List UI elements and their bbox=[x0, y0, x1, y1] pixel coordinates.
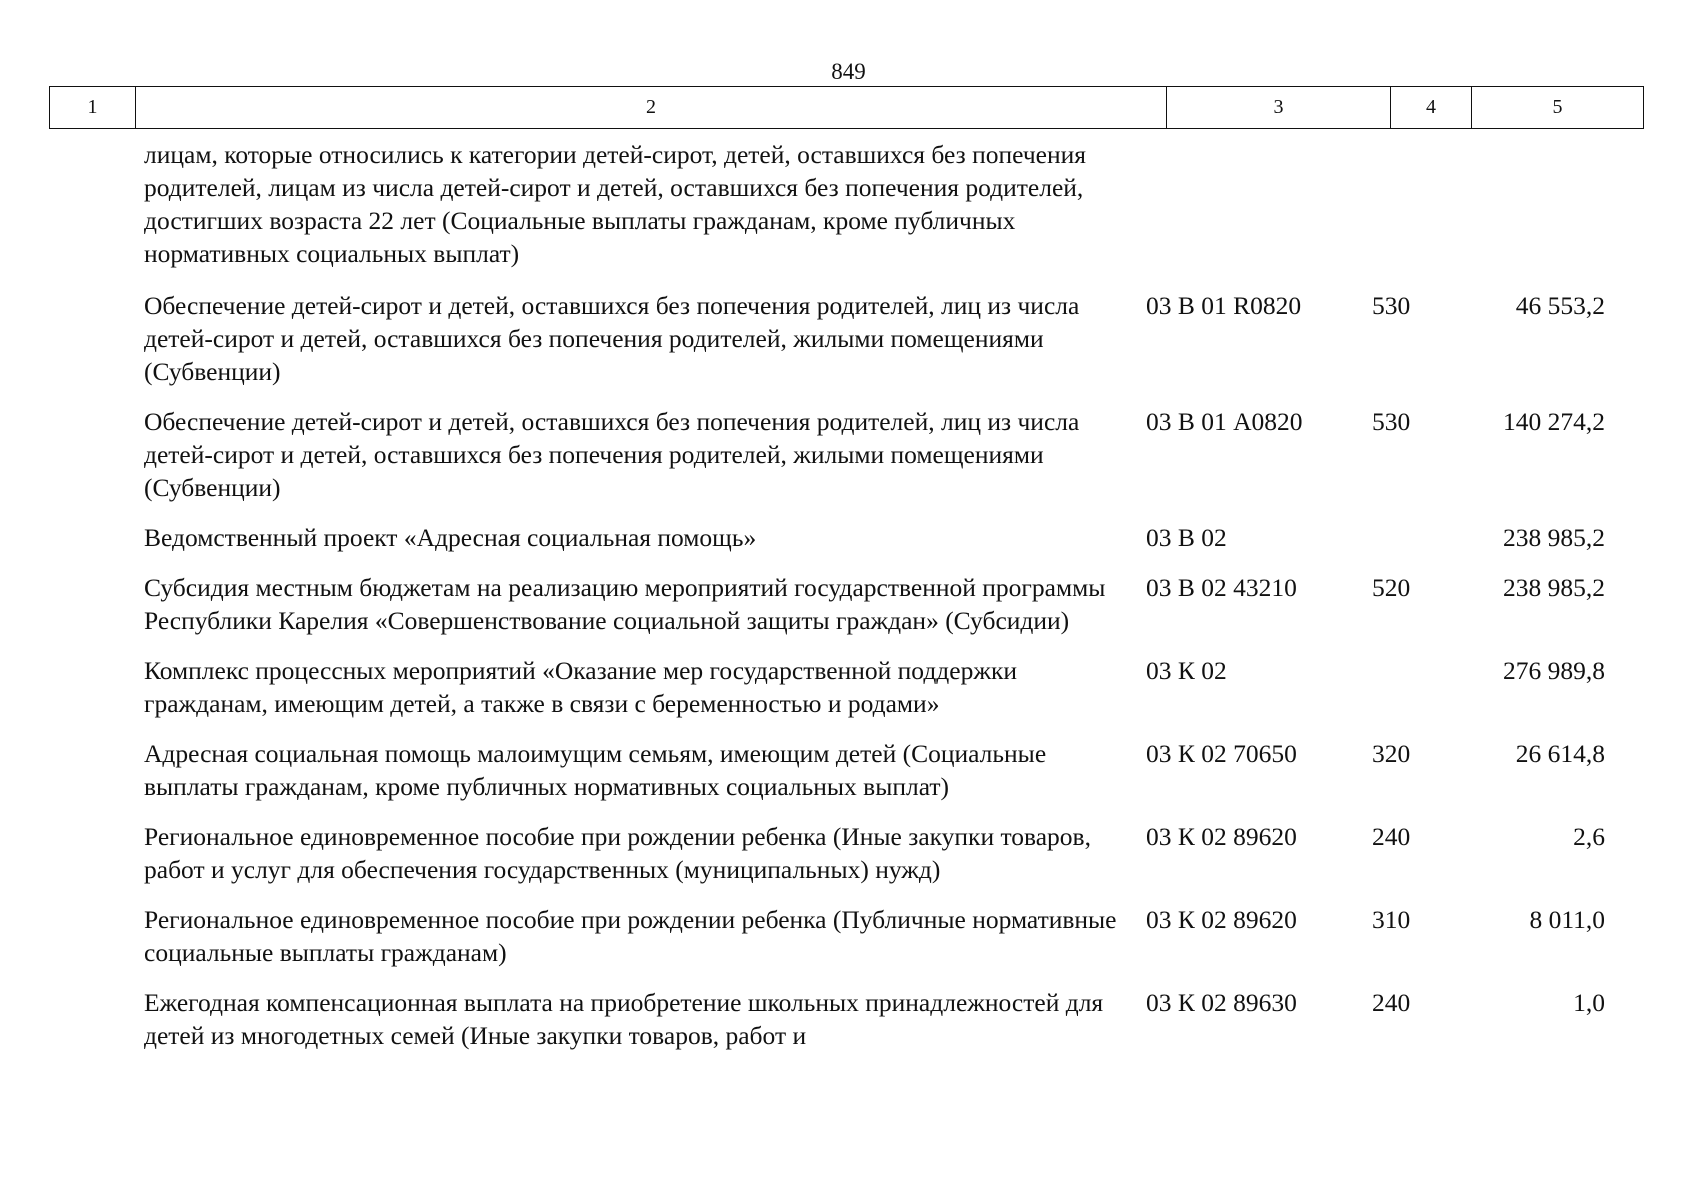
column-header-row bbox=[50, 87, 1644, 129]
row-expense-type: 520 bbox=[1372, 573, 1411, 602]
column-header-5: 5 bbox=[1472, 87, 1644, 129]
row-description: Обеспечение детей-сирот и детей, оставшихся без попечения родителей, лиц из числа детей-сирот и детей, оставшихся без попечения родителей, жилыми помещениями (Субвенции) bbox=[144, 291, 1080, 386]
row-target-code: 03 К 02 89630 bbox=[1146, 988, 1297, 1017]
table-row bbox=[49, 571, 1643, 637]
row-expense-type: 240 bbox=[1372, 822, 1411, 851]
row-amount: 2,6 bbox=[1573, 822, 1605, 851]
row-description: лицам, которые относились к категории детей-сирот, детей, оставшихся без попечения родителей, лицам из числа детей-сирот и детей, оставшихся без попечения родителей, достигших возраста 22 лет (Социальные выплаты гражданам, кроме публичных нормативных социальных выплат) bbox=[144, 140, 1086, 268]
row-amount: 1,0 bbox=[1573, 988, 1605, 1017]
table-row bbox=[49, 521, 1643, 554]
row-amount: 8 011,0 bbox=[1529, 905, 1605, 934]
row-description: Ведомственный проект «Адресная социальная помощь» bbox=[144, 523, 757, 552]
row-amount: 276 989,8 bbox=[1503, 656, 1605, 685]
row-description: Ежегодная компенсационная выплата на приобретение школьных принадлежностей для детей из многодетных семей (Иные закупки товаров, работ и bbox=[144, 988, 1104, 1050]
column-header-2: 2 bbox=[136, 87, 1167, 129]
row-target-code: 03 В 01 R0820 bbox=[1146, 291, 1302, 320]
row-amount: 238 985,2 bbox=[1503, 573, 1605, 602]
row-expense-type: 530 bbox=[1372, 291, 1411, 320]
budget-table-body bbox=[49, 138, 1643, 1069]
column-header-1: 1 bbox=[50, 87, 136, 129]
row-description: Региональное единовременное пособие при рождении ребенка (Иные закупки товаров, работ и услуг для обеспечения государственных (муниципальных) нужд) bbox=[144, 822, 1091, 884]
page-number: 849 bbox=[831, 59, 866, 84]
row-target-code: 03 К 02 70650 bbox=[1146, 739, 1297, 768]
row-target-code: 03 К 02 89620 bbox=[1146, 822, 1297, 851]
row-description: Комплекс процессных мероприятий «Оказание мер государственной поддержки гражданам, имеющим детей, а также в связи с беременностью и родами» bbox=[144, 656, 1017, 718]
row-amount: 140 274,2 bbox=[1503, 407, 1605, 436]
table-row bbox=[49, 289, 1643, 388]
table-row bbox=[49, 405, 1643, 504]
row-target-code: 03 В 02 43210 bbox=[1146, 573, 1297, 602]
table-row bbox=[49, 903, 1643, 969]
table-row bbox=[49, 737, 1643, 803]
row-expense-type: 530 bbox=[1372, 407, 1411, 436]
row-description: Региональное единовременное пособие при рождении ребенка (Публичные нормативные социальные выплаты гражданам) bbox=[144, 905, 1117, 967]
column-header-4: 4 bbox=[1391, 87, 1472, 129]
row-expense-type: 240 bbox=[1372, 988, 1411, 1017]
row-description: Адресная социальная помощь малоимущим семьям, имеющим детей (Социальные выплаты гражданам, кроме публичных нормативных социальных выплат) bbox=[144, 739, 1047, 801]
row-amount: 46 553,2 bbox=[1515, 291, 1605, 320]
table-row bbox=[49, 654, 1643, 720]
row-amount: 238 985,2 bbox=[1503, 523, 1605, 552]
column-header-table bbox=[49, 86, 1644, 129]
row-target-code: 03 К 02 bbox=[1146, 656, 1227, 685]
row-target-code: 03 В 02 bbox=[1146, 523, 1227, 552]
row-target-code: 03 К 02 89620 bbox=[1146, 905, 1297, 934]
row-amount: 26 614,8 bbox=[1515, 739, 1605, 768]
row-expense-type: 320 bbox=[1372, 739, 1411, 768]
row-target-code: 03 В 01 А0820 bbox=[1146, 407, 1303, 436]
row-description: Обеспечение детей-сирот и детей, оставшихся без попечения родителей, лиц из числа детей-сирот и детей, оставшихся без попечения родителей, жилыми помещениями (Субвенции) bbox=[144, 407, 1080, 502]
table-row bbox=[49, 820, 1643, 886]
row-expense-type: 310 bbox=[1372, 905, 1411, 934]
row-description: Субсидия местным бюджетам на реализацию мероприятий государственной программы Республики Карелия «Совершенствование социальной защиты граждан» (Субсидии) bbox=[144, 573, 1106, 635]
table-row bbox=[49, 138, 1643, 270]
table-row bbox=[49, 986, 1643, 1052]
column-header-3: 3 bbox=[1167, 87, 1391, 129]
